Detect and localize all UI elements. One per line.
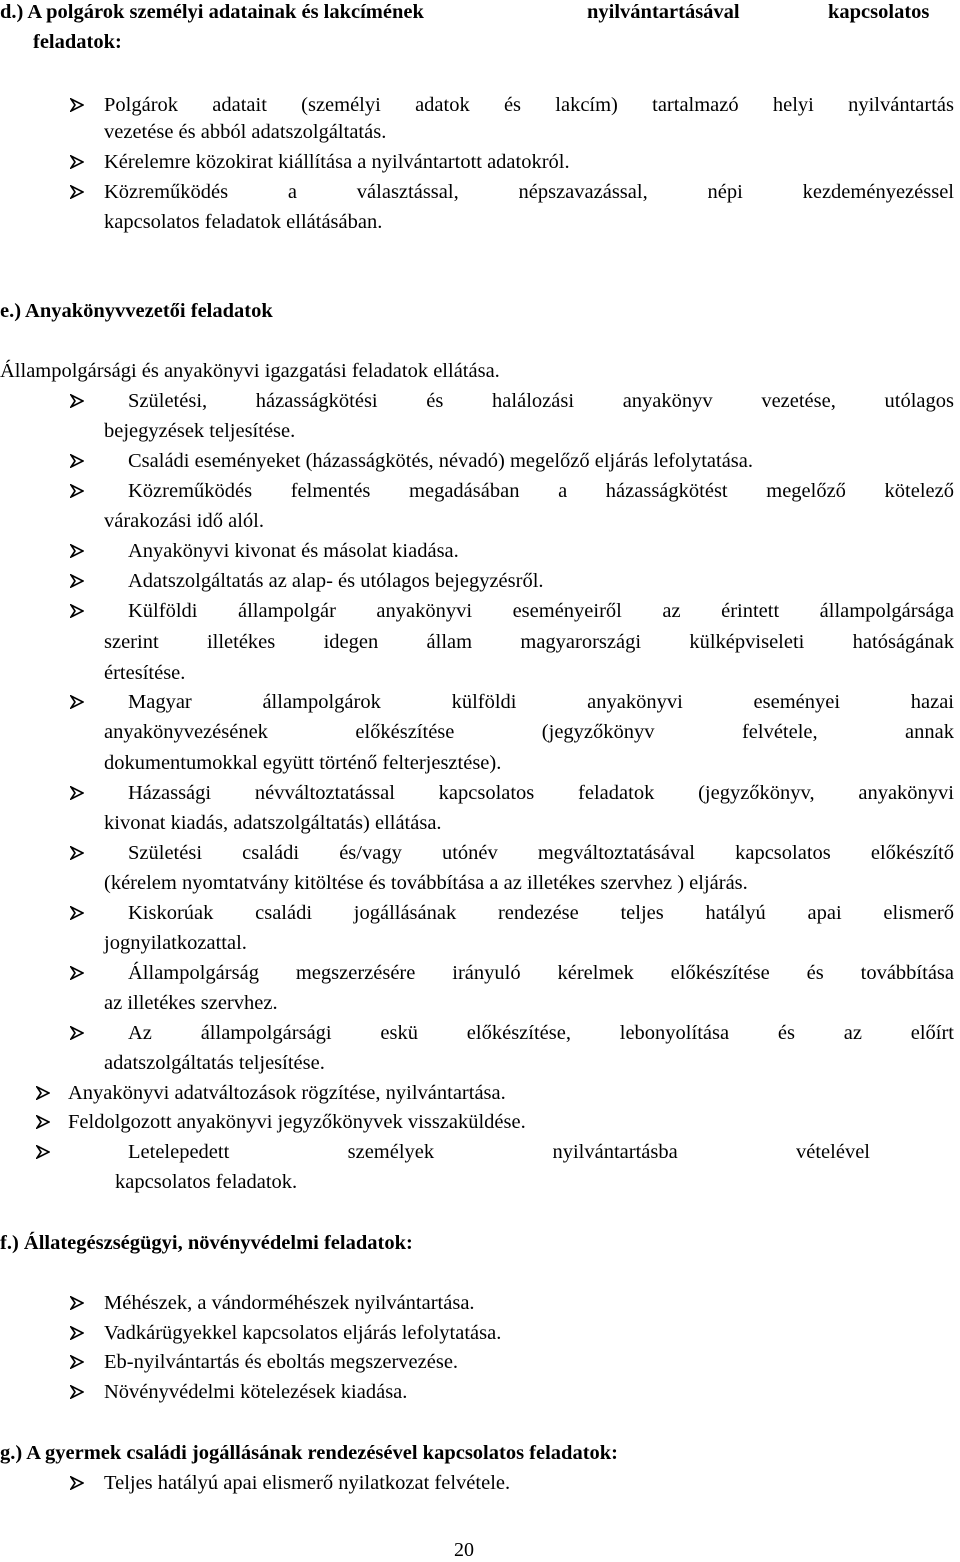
arrow-bullet-icon [70, 150, 84, 174]
section-e-item-7-line3: dokumentumokkal együtt történő felterjesztése). [104, 752, 502, 774]
section-d-item-1-line2: vezetése és abból adatszolgáltatás. [104, 121, 387, 143]
section-e-item-4: Anyakönyvi kivonat és másolat kiadása. [128, 540, 459, 562]
section-f-item-4: Növényvédelmi kötelezések kiadása. [104, 1381, 408, 1403]
arrow-bullet-icon [70, 1350, 84, 1374]
section-e-item-6-line3: értesítése. [104, 662, 186, 684]
section-d-heading-part3: kapcsolatos [828, 1, 930, 23]
section-e-item-7-line1: Magyar állampolgárok külföldi anyakönyvi eseményei hazai [128, 691, 954, 713]
section-f-item-3: Eb-nyilvántartás és eboltás megszervezése. [104, 1351, 459, 1373]
section-e-item-6-line1: Külföldi állampolgár anyakönyvi eseményeiről az érintett állampolgársága [128, 600, 954, 622]
section-e-item-9-line1: Születési családi és/vagy utónév megváltoztatásával kapcsolatos előkészítő [128, 842, 954, 864]
page-number: 20 [454, 1539, 474, 1561]
section-d-item-2: Kérelemre közokirat kiállítása a nyilvántartott adatokról. [104, 151, 570, 173]
arrow-bullet-icon [70, 180, 84, 204]
section-e-outer-item-1: Anyakönyvi adatváltozások rögzítése, nyilvántartása. [68, 1082, 506, 1104]
section-f-heading: f.) Állategészségügyi, növényvédelmi feladatok: [0, 1232, 413, 1254]
section-e-item-1-line1: Születési, házasságkötési és halálozási anyakönyv vezetése, utólagos [128, 390, 954, 412]
arrow-bullet-icon [70, 1291, 84, 1315]
section-e-item-8-line2: kivonat kiadás, adatszolgáltatás) ellátása. [104, 812, 442, 834]
arrow-bullet-icon [70, 961, 84, 985]
section-e-item-12-line1: Az állampolgársági eskü előkészítése, lebonyolítása és az előírt [128, 1022, 954, 1044]
arrow-bullet-icon [70, 449, 84, 473]
section-g-item-1: Teljes hatályú apai elismerő nyilatkozat felvétele. [104, 1472, 511, 1494]
section-f-item-1: Méhészek, a vándorméhészek nyilvántartása. [104, 1292, 475, 1314]
arrow-bullet-icon [36, 1081, 50, 1105]
arrow-bullet-icon [70, 1021, 84, 1045]
section-e-heading: e.) Anyakönyvvezetői feladatok [0, 300, 273, 322]
section-e-item-12-line2: adatszolgáltatás teljesítése. [104, 1052, 325, 1074]
section-e-item-2: Családi eseményeket (házasságkötés, névadó) megelőző eljárás lefolytatása. [128, 450, 753, 472]
section-e-outer-item-3-line1: Letelepedett személyek nyilvántartásba vételével [128, 1141, 870, 1163]
section-e-item-11-line2: az illetékes szervhez. [104, 992, 278, 1014]
section-d-heading-part2: nyilvántartásával [587, 1, 740, 23]
arrow-bullet-icon [70, 479, 84, 503]
arrow-bullet-icon [36, 1110, 50, 1134]
section-e-item-3-line1: Közreműködés felmentés megadásában a házasságkötést megelőző kötelező [128, 480, 954, 502]
section-e-item-8-line1: Házassági névváltoztatással kapcsolatos feladatok (jegyzőkönyv, anyakönyvi [128, 782, 954, 804]
section-e-item-7-line2: anyakönyvezésének előkészítése (jegyzőkönyv felvétele, annak [104, 721, 954, 743]
arrow-bullet-icon [70, 841, 84, 865]
section-f-item-2: Vadkárügyekkel kapcsolatos eljárás lefolytatása. [104, 1322, 502, 1344]
arrow-bullet-icon [70, 901, 84, 925]
arrow-bullet-icon [70, 539, 84, 563]
arrow-bullet-icon [70, 599, 84, 623]
section-e-item-10-line1: Kiskorúak családi jogállásának rendezése teljes hatályú apai elismerő [128, 902, 954, 924]
arrow-bullet-icon [70, 569, 84, 593]
arrow-bullet-icon [70, 389, 84, 413]
section-e-item-3-line2: várakozási idő alól. [104, 510, 264, 532]
section-d-item-3-line2: kapcsolatos feladatok ellátásában. [104, 211, 383, 233]
section-e-item-10-line2: jognyilatkozattal. [104, 932, 247, 954]
section-e-intro: Állampolgársági és anyakönyvi igazgatási feladatok ellátása. [0, 360, 500, 382]
section-e-outer-item-2: Feldolgozott anyakönyvi jegyzőkönyvek visszaküldése. [68, 1111, 526, 1133]
section-g-heading: g.) A gyermek családi jogállásának rendezésével kapcsolatos feladatok: [0, 1442, 619, 1464]
section-d-item-1-line1: Polgárok adatait (személyi adatok és lakcím) tartalmazó helyi nyilvántartás [104, 94, 954, 116]
section-d-heading-line2: feladatok: [33, 31, 122, 53]
arrow-bullet-icon [70, 690, 84, 714]
section-e-outer-item-3-line2: kapcsolatos feladatok. [115, 1171, 298, 1193]
arrow-bullet-icon [70, 1321, 84, 1345]
section-d-item-3-line1: Közreműködés a választással, népszavazással, népi kezdeményezéssel [104, 181, 954, 203]
section-e-item-11-line1: Állampolgárság megszerzésére irányuló kérelmek előkészítése és továbbítása [128, 962, 954, 984]
section-e-item-9-line2: (kérelem nyomtatvány kitöltése és továbbítása a az illetékes szervhez ) eljárás. [104, 872, 748, 894]
section-e-item-6-line2: szerint illetékes idegen állam magyarországi külképviseleti hatóságának [104, 631, 954, 653]
arrow-bullet-icon [70, 93, 84, 117]
section-e-item-1-line2: bejegyzések teljesítése. [104, 420, 296, 442]
arrow-bullet-icon [70, 1471, 84, 1495]
arrow-bullet-icon [36, 1140, 50, 1164]
arrow-bullet-icon [70, 1380, 84, 1404]
section-e-item-5: Adatszolgáltatás az alap- és utólagos bejegyzésről. [128, 570, 544, 592]
section-d-heading-part1: d.) A polgárok személyi adatainak és lakcímének [0, 1, 424, 23]
arrow-bullet-icon [70, 781, 84, 805]
